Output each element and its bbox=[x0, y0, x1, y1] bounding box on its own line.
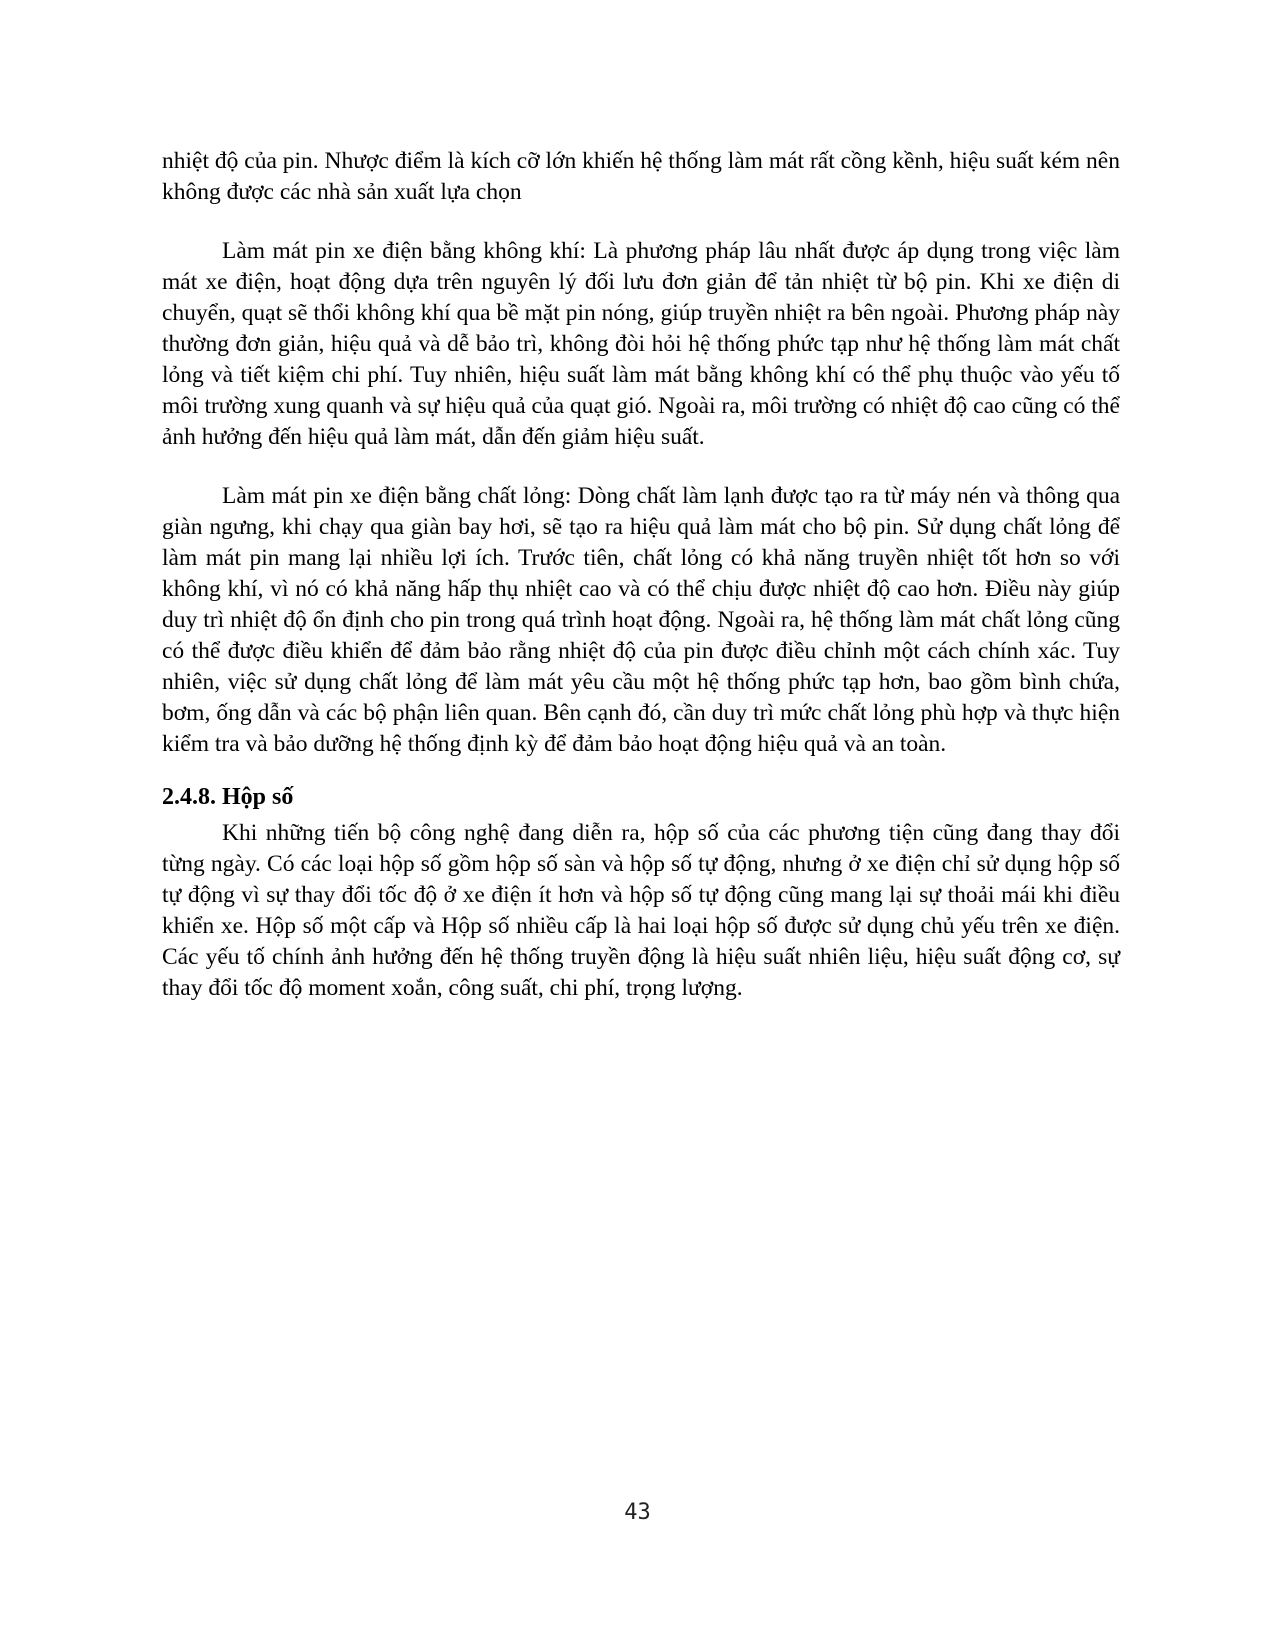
page-body bbox=[162, 146, 1120, 1004]
page-number: 43 bbox=[624, 1500, 651, 1525]
section-heading: 2.4.8. Hộp số bbox=[162, 784, 294, 810]
paragraph-liquid-cooling: Làm mát pin xe điện bằng chất lỏng: Dòng chất làm lạnh được tạo ra từ máy nén và thông qua giàn ngưng, khi chạy qua giàn bay hơi, sẽ tạo ra hiệu quả làm mát cho bộ pin. Sử dụng chất lỏng để làm mát pin mang lại nhiều lợi ích. Trước tiên, chất lỏng có khả năng truyền nhiệt tốt hơn so với không khí, vì nó có khả năng hấp thụ nhiệt cao và có thể chịu được nhiệt độ cao hơn. Điều này giúp duy trì nhiệt độ ổn định cho pin trong quá trình hoạt động. Ngoài ra, hệ thống làm mát chất lỏng cũng có thể được điều khiển để đảm bảo rằng nhiệt độ của pin được điều chỉnh một cách chính xác. Tuy nhiên, việc sử dụng chất lỏng để làm mát yêu cầu một hệ thống phức tạp hơn, bao gồm bình chứa, bơm, ống dẫn và các bộ phận liên quan. Bên cạnh đó, cần duy trì mức chất lỏng phù hợp và thực hiện kiểm tra và bảo dưỡng hệ thống định kỳ để đảm bảo hoạt động hiệu quả và an toàn. bbox=[162, 483, 1120, 757]
paragraph-gearbox: Khi những tiến bộ công nghệ đang diễn ra, hộp số của các phương tiện cũng đang thay đổi từng ngày. Có các loại hộp số gồm hộp số sàn và hộp số tự động, nhưng ở xe điện chỉ sử dụng hộp số tự động vì sự thay đổi tốc độ ở xe điện ít hơn và hộp số tự động cũng mang lại sự thoải mái khi điều khiển xe. Hộp số một cấp và Hộp số nhiều cấp là hai loại hộp số được sử dụng chủ yếu trên xe điện. Các yếu tố chính ảnh hưởng đến hệ thống truyền động là hiệu suất nhiên liệu, hiệu suất động cơ, sự thay đổi tốc độ moment xoắn, công suất, chi phí, trọng lượng. bbox=[162, 820, 1120, 1001]
paragraph-continuation: nhiệt độ của pin. Nhược điểm là kích cỡ lớn khiến hệ thống làm mát rất cồng kềnh, hiệu suất kém nên không được các nhà sản xuất lựa chọn bbox=[162, 148, 1120, 205]
paragraph-air-cooling: Làm mát pin xe điện bằng không khí: Là phương pháp lâu nhất được áp dụng trong việc làm mát xe điện, hoạt động dựa trên nguyên lý đối lưu đơn giản để tản nhiệt từ bộ pin. Khi xe điện di chuyển, quạt sẽ thổi không khí qua bề mặt pin nóng, giúp truyền nhiệt ra bên ngoài. Phương pháp này thường đơn giản, hiệu quả và dễ bảo trì, không đòi hỏi hệ thống phức tạp như hệ thống làm mát chất lỏng và tiết kiệm chi phí. Tuy nhiên, hiệu suất làm mát bằng không khí có thể phụ thuộc vào yếu tố môi trường xung quanh và sự hiệu quả của quạt gió. Ngoài ra, môi trường có nhiệt độ cao cũng có thể ảnh hưởng đến hiệu quả làm mát, dẫn đến giảm hiệu suất. bbox=[162, 238, 1120, 450]
